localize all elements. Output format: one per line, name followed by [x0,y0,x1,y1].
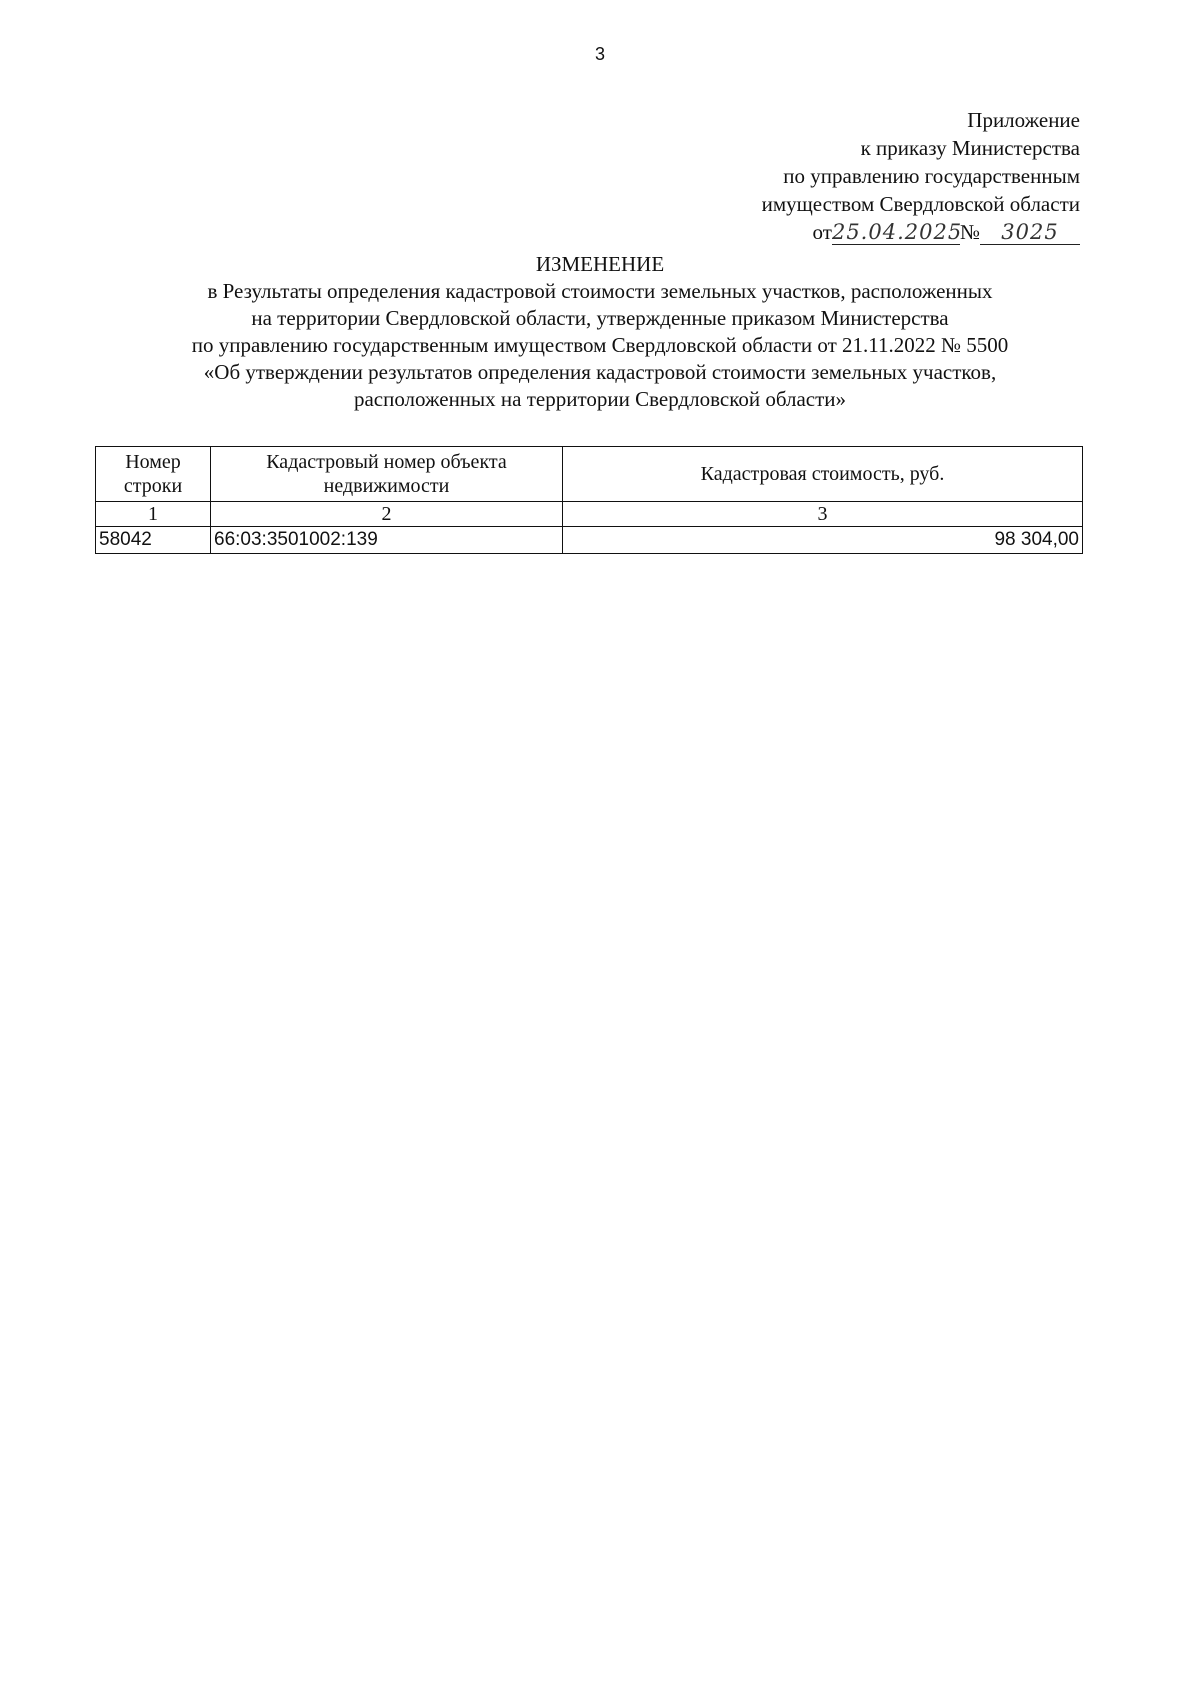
table-row [96,527,1083,554]
column-number: 3 [563,502,1083,527]
appendix-line: по управлению государственным [783,164,1080,188]
appendix-line: Приложение [967,108,1080,132]
appendix-block [762,106,1080,246]
subtitle-line: по управлению государственным имуществом Свердловской области от 21.11.2022 № 5500 [191,333,1009,357]
handwritten-date: 25.04.2025 [831,220,963,244]
subtitle-line: на территории Свердловской области, утвержденные приказом Министерства [251,306,949,330]
number-field [980,220,1080,245]
header-cadastral-value: Кадастровая стоимость, руб. [563,447,1083,502]
cell-row-number: 58042 [96,527,211,554]
subtitle-line: расположенных на территории Свердловской области» [353,387,847,411]
column-number: 2 [211,502,563,527]
order-date-number-line [762,218,1080,246]
document-subtitle [130,278,1070,413]
header-row-number: Номер строки [96,447,211,502]
column-number-row [96,502,1083,527]
document-title: ИЗМЕНЕНИЕ [535,252,665,276]
cadastral-table [95,446,1083,554]
subtitle-line: в Результаты определения кадастровой стоимости земельных участков, расположенных [207,279,993,303]
appendix-line: к приказу Министерства [860,136,1080,160]
handwritten-number: 3025 [1001,220,1059,244]
subtitle-line: «Об утверждении результатов определения кадастровой стоимости земельных участков, [203,360,997,384]
appendix-line: имуществом Свердловской области [761,192,1080,216]
table-header-row [96,447,1083,502]
cell-cadastral-value: 98 304,00 [563,527,1083,554]
page-number: 3 [594,44,605,64]
header-cadastral-number: Кадастровый номер объекта недвижимости [211,447,563,502]
number-prefix: № [959,220,980,244]
cell-cadastral-number: 66:03:3501002:139 [211,527,563,554]
column-number: 1 [96,502,211,527]
date-field [831,220,963,245]
date-prefix: от [812,220,832,244]
